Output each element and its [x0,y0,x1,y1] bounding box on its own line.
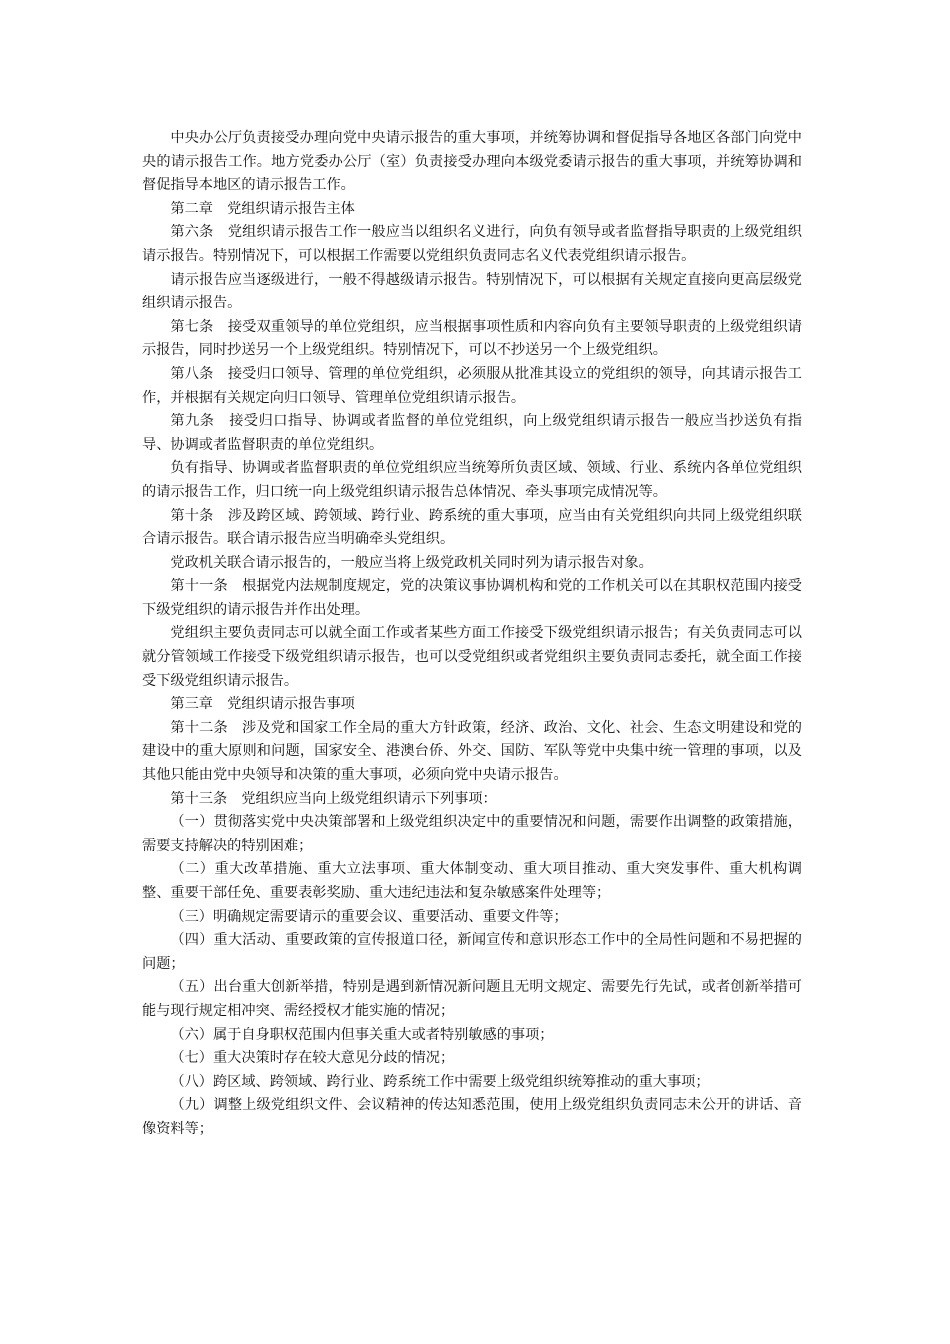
paragraph-office-duties: 中央办公厅负责接受办理向党中央请示报告的重大事项，并统筹协调和督促指导各地区各部门向党中央的请示报告工作。地方党委办公厅（室）负责接受办理向本级党委请示报告的重大事项，并统筹协调和督促指导本地区的请示报告工作。 [142,130,802,194]
article-8: 第八条 接受归口领导、管理的单位党组织，必须服从批准其设立的党组织的领导，向其请示报告工作，并根据有关规定向归口领导、管理单位党组织请示报告。 [142,365,802,406]
document-body [142,127,802,1142]
paragraph-principal-leaders: 党组织主要负责同志可以就全面工作或者某些方面工作接受下级党组织请示报告；有关负责同志可以就分管领域工作接受下级党组织请示报告，也可以受党组织或者党组织主要负责同志委托，就全面工作接受下级党组织请示报告。 [142,625,802,689]
paragraph-joint-report: 党政机关联合请示报告的，一般应当将上级党政机关同时列为请示报告对象。 [170,554,653,571]
article-11: 第十一条 根据党内法规制度规定，党的决策议事协调机构和党的工作机关可以在其职权范围内接受下级党组织的请示报告并作出处理。 [142,578,802,618]
list-item-3: （三）明确规定需要请示的重要会议、重要活动、重要文件等； [170,908,568,925]
article-7: 第七条 接受双重领导的单位党组织，应当根据事项性质和内容向负有主要领导职责的上级党组织请示报告，同时抄送另一个上级党组织。特别情况下，可以不抄送另一个上级党组织。 [142,318,802,359]
list-item-1: （一）贯彻落实党中央决策部署和上级党组织决定中的重要情况和问题，需要作出调整的政策措施，需要支持解决的特别困难； [142,814,802,854]
paragraph-guidance-units: 负有指导、协调或者监督职责的单位党组织应当统筹所负责区域、领域、行业、系统内各单位党组织的请示报告工作，归口统一向上级党组织请示报告总体情况、牵头事项完成情况等。 [142,460,802,500]
article-6: 第六条 党组织请示报告工作一般应当以组织名义进行，向负有领导或者监督指导职责的上级党组织请示报告。特别情况下，可以根据工作需要以党组织负责同志名义代表党组织请示报告。 [142,224,802,264]
chapter-heading-3: 第三章 党组织请示报告事项 [170,696,355,713]
article-9: 第九条 接受归口指导、协调或者监督的单位党组织，向上级党组织请示报告一般应当抄送负有指导、协调或者监督职责的单位党组织。 [142,413,802,453]
chapter-heading-2: 第二章 党组织请示报告主体 [170,200,355,217]
list-item-9: （九）调整上级党组织文件、会议精神的传达知悉范围，使用上级党组织负责同志未公开的讲话、音像资料等； [142,1097,802,1137]
list-item-7: （七）重大决策时存在较大意见分歧的情况； [170,1050,455,1067]
article-12: 第十二条 涉及党和国家工作全局的重大方针政策，经济、政治、文化、社会、生态文明建设和党的建设中的重大原则和问题，国家安全、港澳台侨、外交、国防、军队等党中央集中统一管理的事项，以及其他只能由党中央领导和决策的重大事项，必须向党中央请示报告。 [142,719,802,784]
paragraph-step-by-step: 请示报告应当逐级进行，一般不得越级请示报告。特别情况下，可以根据有关规定直接向更高层级党组织请示报告。 [142,271,802,312]
list-item-8: （八）跨区域、跨领域、跨行业、跨系统工作中需要上级党组织统筹推动的重大事项； [170,1073,710,1090]
article-13: 第十三条 党组织应当向上级党组织请示下列事项： [170,790,497,807]
article-10: 第十条 涉及跨区域、跨领域、跨行业、跨系统的重大事项，应当由有关党组织向共同上级党组织联合请示报告。联合请示报告应当明确牵头党组织。 [142,507,802,548]
list-item-4: （四）重大活动、重要政策的宣传报道口径，新闻宣传和意识形态工作中的全局性问题和不易把握的问题； [142,932,802,972]
list-item-2: （二）重大改革措施、重大立法事项、重大体制变动、重大项目推动、重大突发事件、重大机构调整、重要干部任免、重要表彰奖励、重大违纪违法和复杂敏感案件处理等； [142,861,802,901]
list-item-6: （六）属于自身职权范围内但事关重大或者特别敏感的事项； [170,1026,554,1043]
list-item-5: （五）出台重大创新举措，特别是遇到新情况新问题且无明文规定、需要先行先试，或者创新举措可能与现行规定相冲突、需经授权才能实施的情况； [142,979,802,1019]
